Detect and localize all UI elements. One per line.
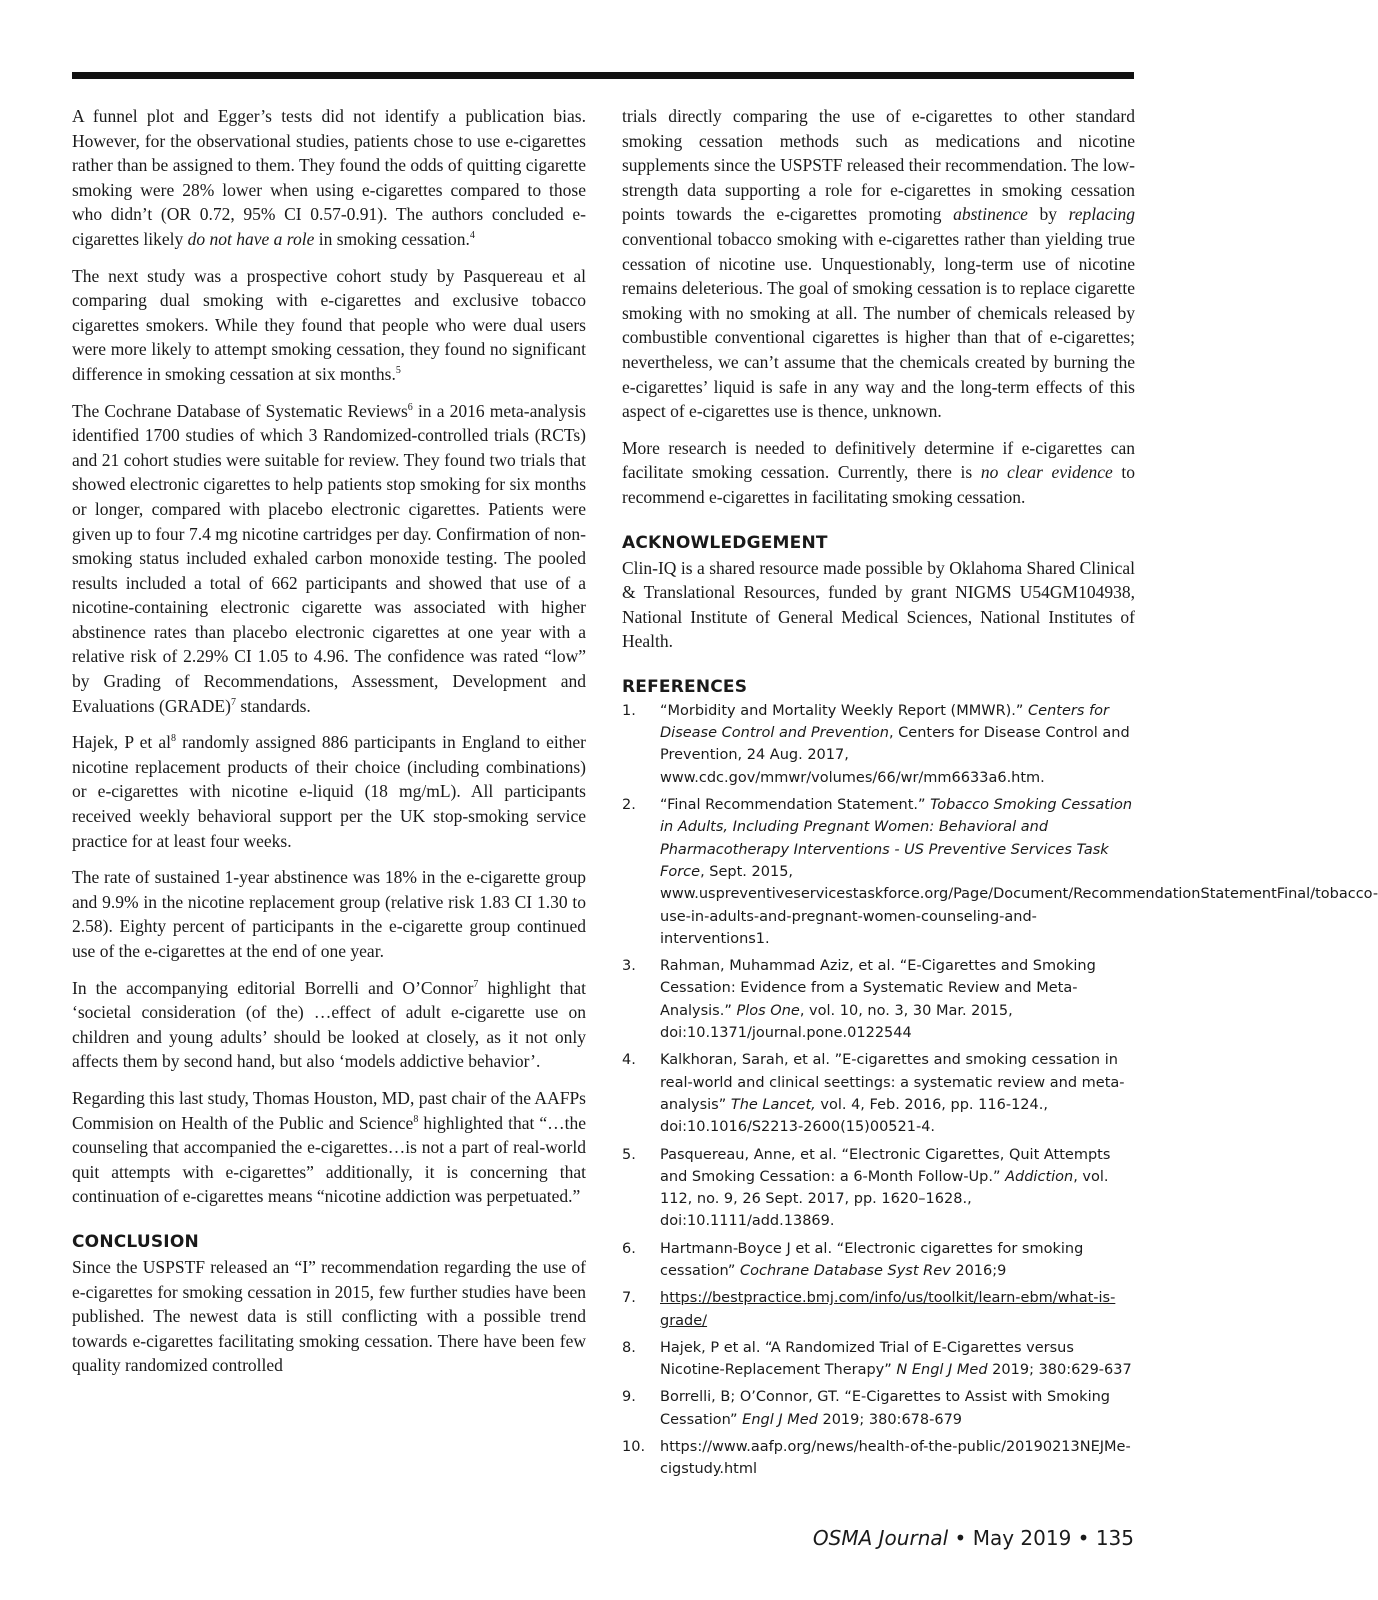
issue-and-page: • May 2019 • 135 [948, 1526, 1134, 1550]
reference-item: 5. Pasquereau, Anne, et al. “Electronic Cigarettes, Quit Attempts and Smoking Cessation: a 6-Month Follow-Up.” Addiction, vol. 112, no. 9, 26 Sept. 2017, pp. 1620–1628., doi:10.1111/add.13869. [622, 1146, 1111, 1230]
paragraph-pasquereau: The next study was a prospective cohort study by Pasquereau et al comparing dual smoking with e-cigarettes and exclusive tobacco cigarettes smokers. While they found that people who were dual users were more likely to attempt smoking cessation, they found no significant difference in smoking cessation at six months.$^5$ [72, 265, 586, 384]
paragraph-abstinence-rate: The rate of sustained 1-year abstinence was 18% in the e-cigarette group and 9.9% in the nicotine replacement group (relative risk 1.83 CI 1.30 to 2.58). Eighty percent of participants in the e-cigarette group continued use of the e-cigarettes at the end of one year. [72, 867, 586, 961]
left-column [72, 104, 586, 1378]
reference-item: 3. Rahman, Muhammad Aziz, et al. “E-Cigarettes and Smoking Cessation: Evidence from a Systematic Review and Meta-Analysis.” Plos One, vol. 10, no. 3, 30 Mar. 2015, doi:10.1371/journal.pone.0122544 [622, 958, 1096, 1042]
paragraph-funnel-plot: A funnel plot and Egger’s tests did not identify a publication bias. However, for the observational studies, patients chose to use e-cigarettes rather than be assigned to them. They found the odds of quitting cigarette smoking were 28% lower when using e-cigarettes compared to those who didn’t (OR 0.72, 95% CI 0.57-0.91). The authors concluded e-cigarettes likely do not have a role in smoking cessation.$^4$ [72, 106, 586, 249]
references-list [622, 700, 1378, 1481]
paragraph-conclusion: Since the USPSTF released an “I” recommendation regarding the use of e-cigarettes for smoking cessation in 2015, few further studies have been published. The newest data is still conflicting with a possible trend towards e-cigarettes facilitating smoking cessation. There have been few quality randomized controlled [72, 1256, 586, 1376]
reference-item: 2. “Final Recommendation Statement.” Tobacco Smoking Cessation in Adults, Including Pregnant Women: Behavioral and Pharmacotherapy Interventions - US Preventive Services Task Force, Sept. 2015, www.uspreventiveservicestaskforce.org/Page/Document/RecommendationStatementFinal/tobacco-use-in-adults-and-pregnant-women-counseling-and-interventions1. [622, 797, 1378, 947]
reference-item: 7. https://bestpractice.bmj.com/info/us/toolkit/learn-ebm/what-is-grade/ [622, 1290, 1116, 1329]
paragraph-cochrane: The Cochrane Database of Systematic Reviews$^6$ in a 2016 meta-analysis identified 1700 studies of which 3 Randomized-controlled trials (RCTs) and 21 cohort studies were suitable for review. They found two trials that showed electronic cigarettes to help patients stop smoking for six months or longer, compared with placebo electronic cigarettes. Patients were given up to four 7.4 mg nicotine cartridges per day. Confirmation of non-smoking status included exhaled carbon monoxide testing. The pooled results included a total of 662 participants and showed that use of a nicotine-containing electronic cigarette was associated with higher abstinence rates than placebo electronic cigarettes at one year with a relative risk of 2.29% CI 1.05 to 4.96. The confidence was rated “low” by Grading of Recommendations, Assessment, Development and Evaluations (GRADE)$^7$ standards. [72, 400, 586, 716]
paragraph-conclusion-continued: trials directly comparing the use of e-cigarettes to other standard smoking cessation methods such as medications and nicotine supplements since the USPSTF released their recommendation. The low-strength data supporting a role for e-cigarettes in smoking cessation points towards the e-cigarettes promoting abstinence by replacing conventional tobacco smoking with e-cigarettes rather than yielding true cessation of nicotine use. Unquestionably, long-term use of nicotine remains deleterious. The goal of smoking cessation is to replace cigarette smoking with no smoking at all. The number of chemicals released by combustible conventional cigarettes is higher than that of e-cigarettes; nevertheless, we can’t assume that the chemicals created by burning the e-cigarettes’ liquid is safe in any way and the long-term effects of this aspect of e-cigarettes use is thence, unknown. [622, 106, 1136, 422]
conclusion-heading: CONCLUSION [72, 1231, 199, 1252]
references-heading: REFERENCES [622, 676, 748, 697]
grade-link[interactable]: https://bestpractice.bmj.com/info/us/toolkit/learn-ebm/what-is-grade/ [660, 1290, 1116, 1329]
reference-item: 8. Hajek, P et al. “A Randomized Trial of E-Cigarettes versus Nicotine-Replacement Therapy” N Engl J Med 2019; 380:629-637 [622, 1339, 1132, 1379]
paragraph-acknowledgement: Clin-IQ is a shared resource made possible by Oklahoma Shared Clinical & Translational Resources, funded by grant NIGMS U54GM104938, National Institute of General Medical Sciences, National Institutes of Health. [622, 557, 1135, 652]
reference-item: 10. https://www.aafp.org/news/health-of-the-public/20190213NEJMe-cigstudy.html [622, 1439, 1131, 1478]
page-footer [813, 1526, 1134, 1550]
reference-item: 1. “Morbidity and Mortality Weekly Report (MMWR).” Centers for Disease Control and Prevention, Centers for Disease Control and Prevention, 24 Aug. 2017, www.cdc.gov/mmwr/volumes/66/wr/mm6633a6.htm. [622, 702, 1130, 786]
right-column [622, 104, 1378, 1486]
paragraph-editorial: In the accompanying editorial Borrelli and O’Connor$^7$ highlight that ‘societal consideration (of the) …effect of adult e-cigarette use on children and young adults’ should be looked at closely, as it not only affects them by second hand, but also ‘models addictive behavior’. [72, 977, 586, 1072]
top-rule [72, 72, 1134, 79]
reference-item: 9. Borrelli, B; O’Connor, GT. “E-Cigarettes to Assist with Smoking Cessation” Engl J Med 2019; 380:678-679 [622, 1389, 1110, 1428]
journal-name: OSMA Journal [812, 1526, 949, 1550]
paragraph-hajek: Hajek, P et $al^8$ randomly assigned 886 participants in England to either nicotine replacement products of their choice (including combinations) or e-cigarettes with nicotine e-liquid (18 mg/mL). All participants received weekly behavioral support per the UK stop-smoking service practice for at least four weeks. [72, 732, 586, 851]
paragraph-houston: Regarding this last study, Thomas Houston, MD, past chair of the AAFPs Commision on Health of the Public and Science$^8$ highlighted that “…the counseling that accompanied the e-cigarettes…is not a part of real-world quit attempts with e-cigarettes” additionally, it is concerning that continuation of e-cigarettes means “nicotine addiction was perpetuated.” [72, 1087, 586, 1207]
reference-item: 4. Kalkhoran, Sarah, et al. ”E-cigarettes and smoking cessation in real-world and clinical seettings: a systematic review and meta-analysis” The Lancet, vol. 4, Feb. 2016, pp. 116-124., doi:10.1016/S2213-2600(15)00521-4. [622, 1052, 1125, 1136]
acknowledgement-heading: ACKNOWLEDGEMENT [622, 532, 828, 553]
paragraph-more-research: More research is needed to definitively determine if e-cigarettes can facilitate smoking cessation. Currently, there is no clear evidence to recommend e-cigarettes in facilitating smoking cessation. [622, 437, 1136, 507]
reference-item: 6. Hartmann-Boyce J et al. “Electronic cigarettes for smoking cessation” Cochrane Database Syst Rev 2016;9 [622, 1240, 1084, 1279]
